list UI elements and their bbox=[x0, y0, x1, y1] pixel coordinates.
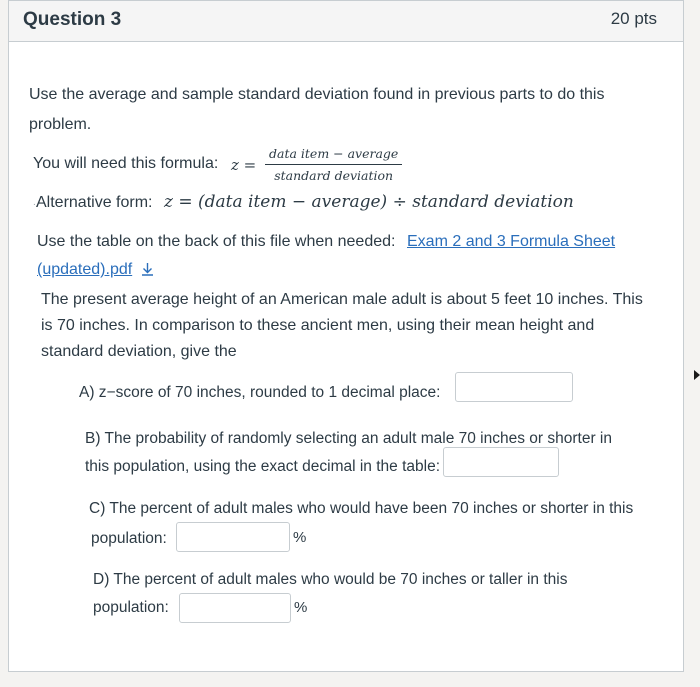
formula-label: You will need this formula: bbox=[33, 155, 219, 172]
expand-arrow-icon[interactable] bbox=[694, 370, 700, 380]
margin-mark: . bbox=[33, 197, 36, 208]
part-a-answer-input[interactable] bbox=[455, 372, 573, 402]
formula-sheet-link-continued[interactable]: (updated).pdf bbox=[37, 261, 133, 278]
part-b-answer-input[interactable] bbox=[443, 447, 559, 477]
table-note-text: Use the table on the back of this file when needed: bbox=[37, 233, 396, 250]
part-a-label: A) z−score of 70 inches, rounded to 1 decimal place: bbox=[79, 384, 441, 401]
part-c-line-2: population: bbox=[91, 530, 167, 547]
question-title: Question 3 bbox=[23, 9, 122, 30]
alternative-label: Alternative form: bbox=[36, 194, 153, 211]
paragraph-line-1: The present average height of an American male adult is about 5 feet 10 inches. This bbox=[41, 291, 643, 308]
download-icon[interactable] bbox=[141, 262, 154, 276]
part-c-answer-input[interactable] bbox=[176, 522, 290, 552]
part-c-percent-unit: % bbox=[293, 529, 307, 546]
paragraph-line-3: standard deviation, give the bbox=[41, 343, 237, 360]
formula-numerator: data item − average bbox=[269, 146, 399, 161]
part-b-line-2: this population, using the exact decimal in the table: bbox=[85, 458, 441, 475]
question-points: 20 pts bbox=[610, 9, 657, 28]
question-header bbox=[9, 1, 683, 42]
part-d-line-1: D) The percent of adult males who would be 70 inches or taller in this bbox=[93, 571, 568, 588]
part-d-answer-input[interactable] bbox=[179, 593, 291, 623]
alternative-expression: z = (data item − average) ÷ standard deviation bbox=[164, 192, 574, 212]
intro-line-1: Use the average and sample standard deviation found in previous parts to do this bbox=[29, 86, 605, 103]
intro-line-2: problem. bbox=[29, 116, 92, 133]
formula-sheet-link-line-2[interactable] bbox=[37, 256, 154, 284]
paragraph-line-2: is 70 inches. In comparison to these ancient men, using their mean height and bbox=[41, 317, 595, 334]
part-c-line-1: C) The percent of adult males who would have been 70 inches or shorter in this bbox=[89, 500, 634, 517]
formula-denominator: standard deviation bbox=[265, 164, 402, 183]
part-d-line-2: population: bbox=[93, 599, 169, 616]
formula-z-equals: z = bbox=[231, 156, 257, 174]
question-card bbox=[8, 0, 684, 672]
formula-sheet-link[interactable]: Exam 2 and 3 Formula Sheet bbox=[407, 233, 616, 250]
part-b-line-1: B) The probability of randomly selecting an adult male 70 inches or shorter in bbox=[85, 430, 612, 447]
part-d-percent-unit: % bbox=[294, 599, 308, 616]
formula-fraction bbox=[265, 146, 402, 183]
